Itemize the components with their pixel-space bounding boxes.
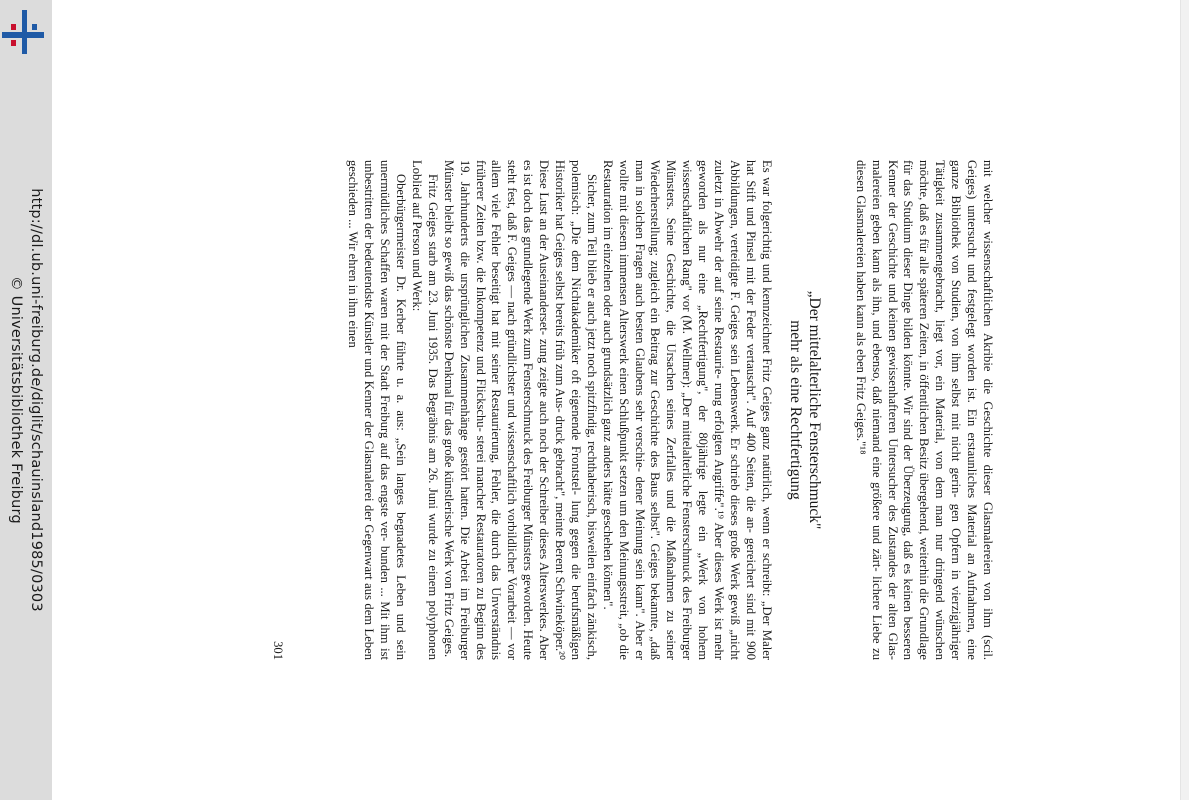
sidebar [0, 0, 52, 800]
body-paragraph-3: Fritz Geiges starb am 23. Juni 1935. Das Begräbnis am 26. Juni wurde zu einem polyphonen Loblied auf Person und Werk: [409, 160, 440, 660]
body-paragraph-2: Sicher, zum Teil blieb er auch jetzt noch spitzfindig, rechthaberisch, bisweilen einfach zänkisch, polemisch: „Die dem Nichtakademiker oft eigenende Frontstel- lung gegen die berufsmäßigen Historiker hat Geiges selbst bereits früh zum Aus- druck gebracht", meinte Berent Schwineköper.²⁰ Diese Lust an der Auseinanderset- zung zeigte auch noch der Schreiber dieses Alterswerkes. Aber es ist doch das grundlegende Werk zum Fensterschmuck des Freiburger Münsters geworden. Heute steht fest, daß F. Geiges — nach gründlichster und wissenschaftlich vorbildlicher Vorarbeit — vor allem viele Fehler beseitigt hat mit seiner Restaurierung, Fehler, die durch das Unverständnis früherer Zeiten bzw. die Inkompetenz und Flickschu- sterei mancher Restauratoren zu Beginn des 19. Jahrhunderts die ursprünglichen Zusammenhänge gestört hatten. Die Arbeit im Freiburger Münster bleibt so gewiß das schönste Denkmal für das große künstlerische Werk von Fritz Geiges. [441, 160, 599, 660]
university-logo-icon [2, 10, 44, 54]
copyright-notice: © Universitätsbibliothek Freiburg [8, 276, 24, 524]
rotated-page-content [270, 160, 995, 660]
heading-line-1: „Der mittelalterliche Fensterschmuck" [805, 290, 823, 530]
sidebar-caption [6, 188, 46, 612]
permalink-url[interactable]: http://dl.ub.uni-freiburg.de/diglit/schauinsland1985/0303 [28, 188, 44, 612]
heading-line-2: mehr als eine Rechtfertigung [786, 320, 804, 500]
section-heading [786, 160, 824, 660]
intro-paragraph: mit welcher wissenschaftlichen Akribie die Geschichte dieser Glasmalereien von ihm (scil. Geiges) untersucht und festgelegt worden ist. Ein erstaunliches Material an Aufnahmen, eine ganze Bibliothek von Studien, von ihm selbst mit nicht gerin- gen Opfern in vierzigjähriger Tätigkeit zusammengebracht, liegt vor, ein Material, von dem man nur dringend wünschen möchte, daß es für alle späteren Zeiten, in öffentlichen Besitz übergehend, weiterhin die Grundlage für das Studium dieser Dinge bilden könnte. Wir sind der Überzeugung, daß es keinen besseren Kenner der Geschichte und keinen gewissenhafteren Untersucher des Zustandes der alten Glas- malereien geben kann als ihn, und ebenso, daß niemand eine größere und zärt- lichere Liebe zu diesen Glasmalereien haben kann als eben Fritz Geiges."¹⁸ [853, 160, 995, 660]
body-paragraph-4: Oberbürgermeister Dr. Kerber führte u. a. aus: „Sein langes begnadetes Leben und sein unermüdliches Schaffen waren mit der Stadt Freiburg auf das engste ver- bunden ... Mit ihm ist unbestritten der bedeutendste Künstler und Kenner der Glasmalerei der Gegenwart aus dem Leben geschieden ... Wir ehren in ihm einen [346, 160, 408, 660]
page-number: 301 [270, 641, 285, 660]
body-paragraph-1: Es war folgerichtig und kennzeichnet Fritz Geiges ganz natürlich, wenn er schreibt: „Der Maler hat Stift und Pinsel mit der Feder vertauscht". Auf 400 Seiten, die an- gereichert sind mit 900 Abbildungen, verteidigte F. Geiges sein Lebenswerk. Er schrieb dieses große Werk gewiß „nicht zuletzt in Abwehr der auf seine Restaurie- rung erfolgten Angriffe".¹⁹ Aber dieses Werk ist mehr geworden als nur eine „Rechtfertigung", der 80jährige legte ein „Werk von hohem wissenschaftlichen Rang" vor (M. Wellmer): „Der mittelalterliche Fensterschmuck des Freiburger Münsters. Seine Geschichte, die Ursachen seines Zerfalles und die Maßnahmen zu seiner Wiederherstellung; zugleich ein Beitrag zur Geschichte des Baus selbst". Geiges bekannte, „daß man in solchen Fragen auch besten Glaubens sehr verschie- dener Meinung sein kann". Aber er wollte mit diesem immensen Alterswerk einen Schlußpunkt setzen um den Meinungsstreit, „ob die Restauration im einzelnen oder auch grundsätzlich ganz anders hätte geschehen können". [600, 160, 774, 660]
scrollbar-track[interactable] [1180, 0, 1189, 800]
